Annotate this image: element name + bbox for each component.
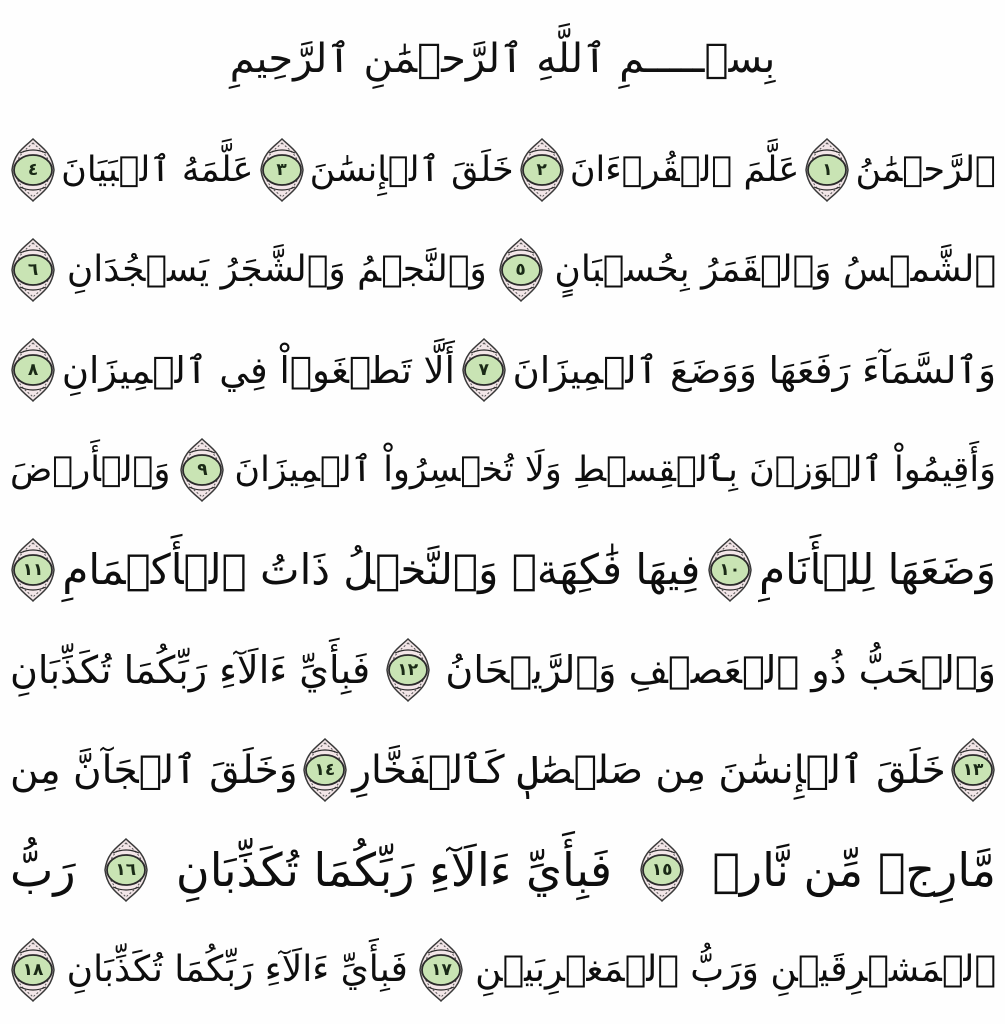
ayah-marker-icon: [10, 938, 56, 1002]
text-line-3: [8, 320, 998, 420]
ayah-marker-icon: [950, 738, 996, 802]
verse-text: خَلَقَ ٱلۡإِنسَٰنَ مِن صَلۡصَٰلٖ كَٱلۡفَخَّارِ: [352, 747, 946, 793]
ayah-marker-icon: [179, 438, 225, 502]
ayah-number: ٨: [27, 360, 39, 380]
ayah-marker-icon: [10, 338, 56, 402]
verse-text: وَٱلنَّجۡمُ وَٱلشَّجَرُ يَسۡجُدَانِ: [66, 249, 487, 290]
ayah-marker-icon: [707, 538, 753, 602]
verse-text: وَخَلَقَ ٱلۡجَآنَّ مِن: [10, 747, 298, 793]
bismillah-header: بِسۡـــــمِ ٱللَّهِ ٱلرَّحۡمَٰنِ ٱلرَّحِيمِ: [229, 36, 776, 82]
ayah-number: ١٨: [22, 960, 44, 980]
text-line-9: [8, 920, 998, 1020]
verse-text: وَٱلۡأَرۡضَ: [10, 449, 171, 490]
ayah-marker-icon: [259, 138, 305, 202]
verse-text: وَأَقِيمُواْ ٱلۡوَزۡنَ بِٱلۡقِسۡطِ وَلَا تُخۡسِرُواْ ٱلۡمِيزَانَ: [234, 449, 996, 490]
verse-text: فَبِأَيِّ ءَالَآءِ رَبِّكُمَا تُكَذِّبَانِ: [175, 843, 612, 897]
ayah-number: ١٠: [719, 560, 741, 580]
verse-text: خَلَقَ ٱلۡإِنسَٰنَ: [309, 149, 514, 190]
ayah-number: ١٤: [314, 760, 336, 780]
verse-text: ٱلۡمَشۡرِقَيۡنِ وَرَبُّ ٱلۡمَغۡرِبَيۡنِ: [475, 949, 996, 990]
text-line-1: [8, 120, 998, 220]
ayah-number: ١: [822, 160, 833, 180]
ayah-marker-icon: [103, 838, 149, 902]
ayah-number: ٧: [478, 360, 489, 380]
text-line-2: [8, 220, 998, 320]
ayah-marker-icon: [418, 938, 464, 1002]
verse-text: أَلَّا تَطۡغَوۡاْ فِي ٱلۡمِيزَانِ: [61, 348, 455, 392]
verse-text: وَٱلۡحَبُّ ذُو ٱلۡعَصۡفِ وَٱلرَّيۡحَانُ: [445, 648, 996, 692]
ayah-number: ٤: [27, 160, 39, 180]
ayah-number: ١١: [22, 560, 44, 580]
verse-text: فَبِأَيِّ ءَالَآءِ رَبِّكُمَا تُكَذِّبَانِ: [10, 648, 371, 692]
verse-text: فِيهَا فَٰكِهَةٞ وَٱلنَّخۡلُ ذَاتُ ٱلۡأَكۡمَامِ: [62, 545, 701, 594]
text-line-6: [8, 620, 998, 720]
verse-text: ٱلرَّحۡمَٰنُ: [855, 149, 996, 190]
text-line-8: [8, 820, 998, 920]
ayah-marker-icon: [10, 238, 56, 302]
ayah-marker-icon: [461, 338, 507, 402]
ayah-number: ١٥: [651, 860, 673, 880]
ayah-marker-icon: [385, 638, 431, 702]
ayah-number: ١٣: [962, 760, 984, 780]
ayah-marker-icon: [302, 738, 348, 802]
ayah-marker-icon: [498, 238, 544, 302]
ayah-number: ١٦: [115, 860, 137, 880]
verse-text: ٱلشَّمۡسُ وَٱلۡقَمَرُ بِحُسۡبَانٍ: [554, 249, 996, 290]
verse-text: مَّارِجٖ مِّن نَّارٖ: [712, 843, 996, 897]
ayah-marker-icon: [519, 138, 565, 202]
ayah-number: ٩: [197, 460, 208, 480]
ayah-number: ٢: [536, 160, 547, 180]
text-line-5: [8, 520, 998, 620]
verse-text: وَضَعَهَا لِلۡأَنَامِ: [759, 545, 996, 594]
ayah-number: ٥: [515, 260, 526, 280]
verse-text: رَبُّ: [10, 843, 76, 897]
verse-text: فَبِأَيِّ ءَالَآءِ رَبِّكُمَا تُكَذِّبَانِ: [66, 949, 408, 990]
text-line-7: [8, 720, 998, 820]
ayah-marker-icon: [639, 838, 685, 902]
ayah-number: ١٧: [431, 960, 452, 980]
ayah-number: ٦: [27, 260, 39, 280]
verse-text: عَلَّمَ ٱلۡقُرۡءَانَ: [569, 149, 800, 190]
ayah-number: ١٢: [397, 660, 419, 680]
ayah-marker-icon: [10, 138, 56, 202]
ayah-number: ٣: [276, 160, 287, 180]
verse-text: عَلَّمَهُ ٱلۡبَيَانَ: [61, 149, 254, 190]
ayah-marker-icon: [804, 138, 850, 202]
text-line-4: [8, 420, 998, 520]
verse-text: وَٱلسَّمَآءَ رَفَعَهَا وَوَضَعَ ٱلۡمِيزَانَ: [512, 348, 996, 392]
ayah-marker-icon: [10, 538, 56, 602]
